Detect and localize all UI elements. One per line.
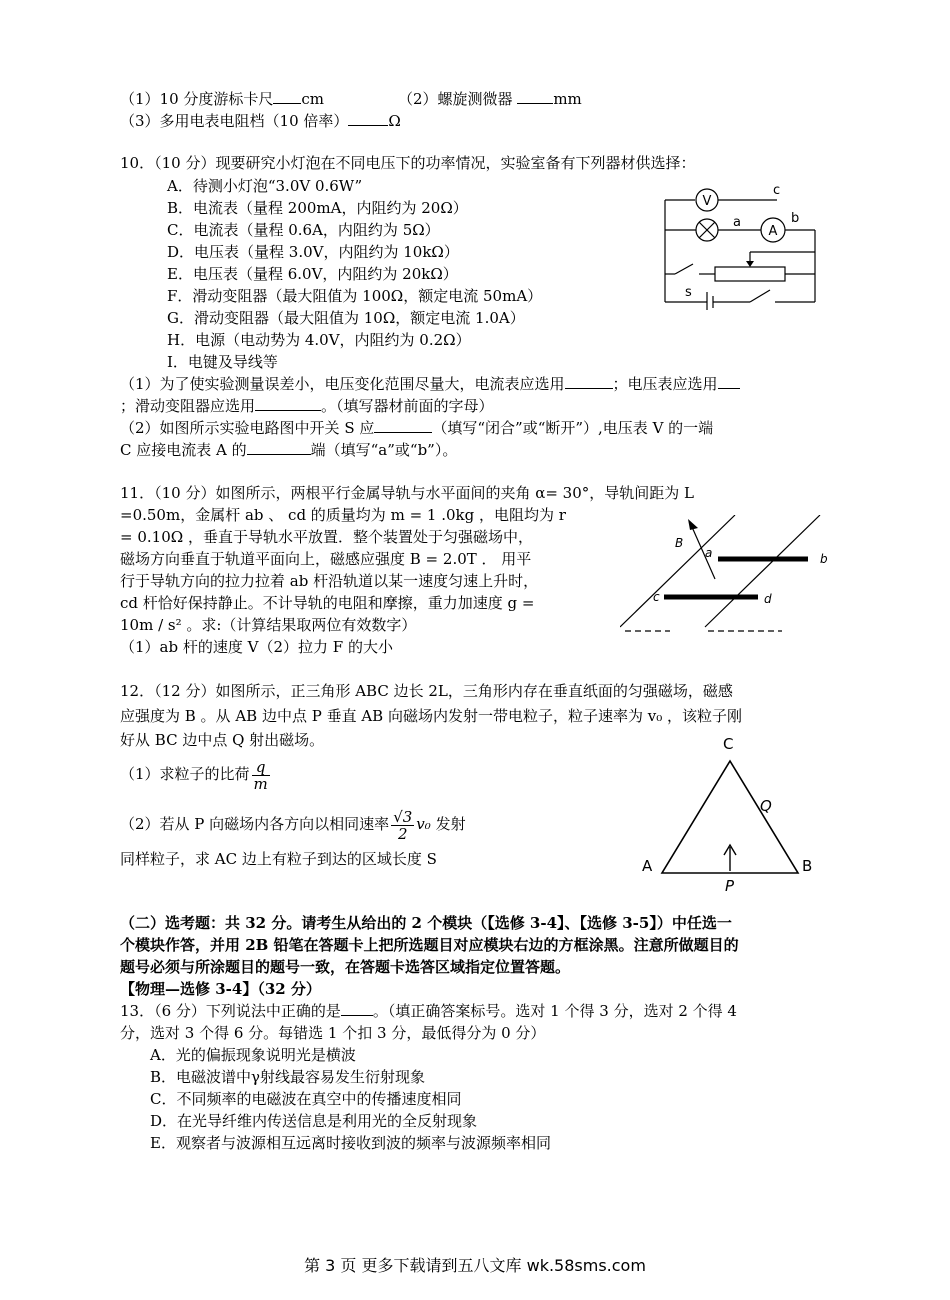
q13-stem-text-b: 。（填正确答案标号。选对 1 个得 3 分，选对 2 个得 4	[372, 1002, 737, 1020]
circuit-label-s: s	[685, 285, 692, 300]
point-P: P	[725, 877, 735, 895]
rheostat-slider-icon	[746, 261, 754, 267]
q11-line8: （1）ab 杆的速度 V（2）拉力 F 的大小	[120, 638, 393, 656]
q9-ohm-blank[interactable]	[348, 111, 388, 126]
elective-header-line2: 个模块作答，并用 2B 铅笔在答题卡上把所选题目对应模块右边的方框涂黑。注意所做题目的	[120, 936, 739, 954]
q10-option-f: F．滑动变阻器（最大阻值为 100Ω，额定电流 50mA）	[167, 287, 543, 305]
q10-voltmeter-blank[interactable]	[718, 374, 740, 389]
frac-numerator: q	[252, 759, 270, 776]
label-B: B	[675, 536, 684, 550]
q13-option-e: E．观察者与波源相互远离时接收到波的频率与波源频率相同	[150, 1134, 551, 1152]
q10-option-d: D．电压表（量程 3.0V，内阻约为 10kΩ）	[167, 243, 459, 261]
q11-line4: 磁场方向垂直于轨道平面向上，磁感应强度 B = 2.0T ． 用平	[120, 550, 532, 568]
q10-option-h: H．电源（电动势为 4.0V，内阻约为 0.2Ω）	[167, 331, 471, 349]
q10-sub1-line1	[120, 373, 740, 395]
q10-option-b: B．电流表（量程 200mA，内阻约为 20Ω）	[167, 199, 468, 217]
circuit-label-a: a	[733, 215, 741, 230]
label-d: d	[764, 592, 772, 606]
q10-option-e: E．电压表（量程 6.0V，内阻约为 20kΩ）	[167, 265, 458, 283]
q13-option-d: D．在光导纤维内传送信息是利用光的全反射现象	[150, 1112, 478, 1130]
q9-line2	[120, 110, 401, 132]
q13-stem-line1	[120, 1000, 737, 1022]
q9-micrometer-blank[interactable]	[517, 89, 553, 104]
label-a: a	[705, 546, 713, 560]
q9-micrometer-label: （2）螺旋测微器	[398, 90, 518, 108]
q9-caliper-label: （1）10 分度游标卡尺	[120, 90, 274, 108]
label-b: b	[820, 552, 828, 566]
elective-header-line3: 题号必须与所涂题目的题号一致，在答题卡选答区域指定位置答题。	[120, 958, 571, 976]
q10-sub2-text-a: （2）如图所示实验电路图中开关 S 应	[120, 419, 375, 437]
q10-ammeter-blank[interactable]	[565, 374, 613, 389]
q13-stem-text-a: 13．（6 分）下列说法中正确的是	[120, 1002, 341, 1020]
q10-sub2-text-d: 端（填写“a”或“b”）。	[310, 441, 458, 459]
field-arrow-icon	[688, 519, 698, 530]
frac-numerator: √3	[393, 807, 413, 826]
q12-triangle-diagram	[630, 735, 830, 895]
q10-sub1-text-c: ；滑动变阻器应选用	[120, 397, 256, 415]
q12-line2: 应强度为 B 。从 AB 边中点 P 垂直 AB 向磁场内发射一带电粒子，粒子速率为 v₀ ，该粒子刚	[120, 707, 742, 725]
q13-option-b: B．电磁波谱中γ射线最容易发生衍射现象	[150, 1068, 425, 1086]
q12-sub1	[120, 757, 272, 792]
q13-option-a: A．光的偏振现象说明光是横波	[150, 1046, 356, 1064]
q12-sub1-text: （1）求粒子的比荷	[120, 765, 250, 783]
q9-caliper-blank[interactable]	[273, 89, 301, 104]
q11-line5: 行于导轨方向的拉力拉着 ab 杆沿轨道以某一速度匀速上升时，	[120, 572, 539, 590]
q10-switch-blank[interactable]	[374, 418, 432, 433]
module-title: 【物理—选修 3-4】（32 分）	[120, 980, 321, 998]
q9-ohm-unit: Ω	[388, 112, 401, 130]
q10-sub1-line2	[120, 395, 494, 417]
q10-stem: 10．（10 分）现要研究小灯泡在不同电压下的功率情况，实验室备有下列器材供选择：	[120, 154, 696, 172]
page-footer: 第 3 页 更多下载请到五八文库 wk.58sms.com	[304, 1256, 646, 1275]
q10-option-g: G．滑动变阻器（最大阻值为 10Ω，额定电流 1.0A）	[167, 309, 525, 327]
q10-sub1-text-a: （1）为了使实验测量误差小，电压变化范围尽量大，电流表应选用	[120, 375, 565, 393]
circuit-label-b: b	[791, 211, 800, 226]
vertex-B: B	[802, 857, 813, 875]
q12-speed-fraction	[391, 809, 414, 842]
q9-micrometer-unit: mm	[553, 90, 582, 108]
q12-sub2-text-b: 发射	[430, 815, 466, 833]
voltmeter-symbol: V	[702, 194, 712, 209]
q12-line1: 12．（12 分）如图所示，正三角形 ABC 边长 2L，三角形内存在垂直纸面的匀强磁场，磁感	[120, 682, 733, 700]
point-Q: Q	[760, 797, 772, 815]
q10-sub1-text-d: 。（填写器材前面的字母）	[321, 397, 494, 415]
vertex-A: A	[642, 857, 653, 875]
q12-sub2	[120, 805, 466, 843]
q9-caliper-unit: cm	[301, 90, 325, 108]
q9-line1	[120, 88, 324, 110]
q10-option-i: I．电键及导线等	[167, 353, 278, 371]
q10-option-c: C．电流表（量程 0.6A，内阻约为 5Ω）	[167, 221, 440, 239]
q12-charge-ratio	[252, 759, 270, 792]
q10-sub2-text-c: C 应接电流表 A 的	[120, 441, 247, 459]
q13-option-c: C．不同频率的电磁波在真空中的传播速度相同	[150, 1090, 462, 1108]
q10-rheostat-blank[interactable]	[255, 396, 321, 411]
q11-line2: =0.50m，金属杆 ab 、 cd 的质量均为 m = 1 .0kg ，电阻均为 r	[120, 506, 566, 524]
q12-sub2-line2: 同样粒子，求 AC 边上有粒子到达的区域长度 S	[120, 850, 437, 868]
q11-line6: cd 杆恰好保持静止。不计导轨的电阻和摩擦，重力加速度 g =	[120, 594, 535, 612]
vertex-C: C	[723, 735, 734, 753]
q11-rails-diagram	[620, 515, 850, 640]
q12-sub2-text-a: （2）若从 P 向磁场内各方向以相同速率	[120, 815, 390, 833]
q13-stem-line2: 分，选对 3 个得 6 分。每错选 1 个扣 3 分，最低得分为 0 分）	[120, 1024, 546, 1042]
q10-sub2-line2	[120, 439, 457, 461]
q10-sub1-text-b: ；电压表应选用	[612, 375, 718, 393]
q10-circuit-diagram	[655, 180, 830, 310]
q9-line1b	[398, 88, 582, 110]
frac-denominator: 2	[397, 824, 408, 843]
q10-sub2-line1	[120, 417, 713, 439]
q10-sub2-text-b: （填写“闭合”或“断开”）,电压表 V 的一端	[432, 419, 714, 437]
ammeter-symbol: A	[768, 224, 778, 239]
q12-line3: 好从 BC 边中点 Q 射出磁场。	[120, 731, 325, 749]
q9-ohm-label: （3）多用电表电阻档（10 倍率）	[120, 112, 349, 130]
q13-answer-blank[interactable]	[341, 1001, 373, 1016]
q11-line3: = 0.10Ω ，垂直于导轨水平放置．整个装置处于匀强磁场中，	[120, 528, 533, 546]
q10-terminal-blank[interactable]	[247, 440, 311, 455]
frac-denominator: m	[253, 774, 268, 793]
elective-header-line1: （二）选考题：共 32 分。请考生从给出的 2 个模块（【选修 3-4】、【选修 3-5】）中任选一	[120, 914, 732, 932]
q11-line1: 11．（10 分）如图所示，两根平行金属导轨与水平面间的夹角 α= 30°，导轨间距为 L	[120, 484, 694, 502]
q11-line7: 10m / s² 。求:（计算结果取两位有效数字）	[120, 616, 417, 634]
circuit-label-c: c	[773, 183, 781, 198]
q12-v0: v₀	[416, 815, 431, 833]
label-c: c	[653, 590, 660, 604]
q10-option-a: A．待测小灯泡“3.0V 0.6W”	[167, 177, 363, 195]
